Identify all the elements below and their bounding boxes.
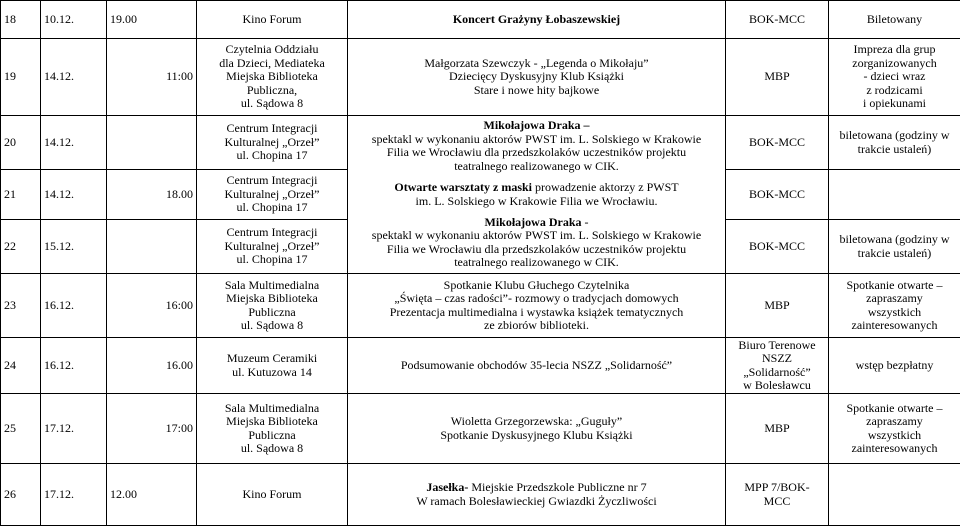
- event-line: teatralnego realizowanego w CIK.: [351, 160, 722, 173]
- event-line: [351, 481, 722, 494]
- event-line: Prezentacja multimedialna i wystawka książek tematycznych: [351, 306, 722, 319]
- event-line: im. L. Solskiego w Krakowie Filia we Wrocławiu.: [351, 195, 722, 208]
- entry-line: biletowana (godziny w: [832, 129, 957, 142]
- entry-info: [829, 39, 960, 116]
- event-time: 16:00: [107, 274, 197, 338]
- org-line: Biuro Terenowe: [729, 339, 825, 352]
- table-row: [1, 39, 960, 116]
- event-place: [197, 116, 348, 170]
- row-number: 21: [1, 170, 41, 220]
- place-line: ul. Chopina 17: [200, 201, 344, 214]
- event-organizer: MBP: [726, 39, 829, 116]
- event-line: Wioletta Grzegorzewska: „Guguły”: [351, 415, 722, 428]
- entry-info: [829, 220, 960, 274]
- entry-line: wszystkich: [832, 306, 957, 319]
- entry-line: zainteresowanych: [832, 319, 957, 332]
- row-number: 20: [1, 116, 41, 170]
- table-row: [1, 116, 960, 170]
- entry-line: trakcie ustaleń): [832, 143, 957, 156]
- event-place: [197, 274, 348, 338]
- place-line: ul. Chopina 17: [200, 253, 344, 266]
- place-line: ul. Chopina 17: [200, 149, 344, 162]
- event-organizer: [726, 338, 829, 394]
- event-title: Jasełka-: [426, 480, 468, 494]
- place-line: ul. Sądowa 8: [200, 97, 344, 110]
- event-place: [197, 220, 348, 274]
- event-description: [348, 274, 726, 338]
- event-title: Mikołajowa Draka –: [351, 119, 722, 132]
- event-time: 18.00: [107, 170, 197, 220]
- org-line: MCC: [729, 495, 825, 508]
- event-line: [351, 216, 722, 229]
- place-line: Kulturalnej „Orzeł”: [200, 136, 344, 149]
- event-description: [348, 394, 726, 464]
- place-line: Centrum Integracji: [200, 174, 344, 187]
- event-date: 14.12.: [41, 39, 107, 116]
- entry-line: zainteresowanych: [832, 442, 957, 455]
- event-time: 16.00: [107, 338, 197, 394]
- entry-line: z rodzicami: [832, 84, 957, 97]
- event-place: [197, 394, 348, 464]
- place-line: Czytelnia Oddziału: [200, 43, 344, 56]
- place-line: Miejska Biblioteka: [200, 415, 344, 428]
- event-organizer: MBP: [726, 274, 829, 338]
- place-line: Miejska Biblioteka: [200, 292, 344, 305]
- place-line: Kulturalnej „Orzeł”: [200, 188, 344, 201]
- entry-line: Spotkanie otwarte –: [832, 402, 957, 415]
- event-line: ze zbiorów biblioteki.: [351, 319, 722, 332]
- event-description: [348, 39, 726, 116]
- event-line: spektakl w wykonaniu aktorów PWST im. L. Solskiego w Krakowie: [351, 133, 722, 146]
- entry-info: Biletowany: [829, 1, 960, 39]
- entry-line: trakcie ustaleń): [832, 247, 957, 260]
- place-line: Publiczna,: [200, 84, 344, 97]
- entry-info: wstęp bezpłatny: [829, 338, 960, 394]
- event-line: Filia we Wrocławiu dla przedszkolaków uczestników projektu: [351, 243, 722, 256]
- event-time: [107, 116, 197, 170]
- event-organizer: BOK-MCC: [726, 1, 829, 39]
- event-line: Spotkanie Dyskusyjnego Klubu Książki: [351, 429, 722, 442]
- event-time: 19.00: [107, 1, 197, 39]
- place-line: ul. Kutuzowa 14: [200, 366, 344, 379]
- event-time: 12.00: [107, 464, 197, 526]
- place-line: ul. Sądowa 8: [200, 442, 344, 455]
- event-organizer: BOK-MCC: [726, 170, 829, 220]
- place-line: Centrum Integracji: [200, 122, 344, 135]
- row-number: 22: [1, 220, 41, 274]
- event-description: [348, 464, 726, 526]
- place-line: Miejska Biblioteka: [200, 70, 344, 83]
- event-date: 15.12.: [41, 220, 107, 274]
- place-line: Sala Multimedialna: [200, 402, 344, 415]
- event-organizer: BOK-MCC: [726, 116, 829, 170]
- entry-line: Impreza dla grup: [832, 43, 957, 56]
- event-time: [107, 220, 197, 274]
- event-date: 10.12.: [41, 1, 107, 39]
- event-place: Kino Forum: [197, 1, 348, 39]
- event-time: 11:00: [107, 39, 197, 116]
- event-place: [197, 338, 348, 394]
- event-date: 16.12.: [41, 274, 107, 338]
- table-row: [1, 1, 960, 39]
- org-line: MPP 7/BOK-: [729, 481, 825, 494]
- place-line: Publiczna: [200, 306, 344, 319]
- event-organizer: [726, 464, 829, 526]
- table-row: [1, 464, 960, 526]
- row-number: 18: [1, 1, 41, 39]
- event-place: [197, 170, 348, 220]
- row-number: 26: [1, 464, 41, 526]
- event-line: W ramach Bolesławieckiej Gwiazdki Życzliwości: [351, 495, 722, 508]
- table-row: [1, 274, 960, 338]
- event-description: Podsumowanie obchodów 35-lecia NSZZ „Solidarność”: [348, 338, 726, 394]
- event-organizer: MBP: [726, 394, 829, 464]
- row-number: 24: [1, 338, 41, 394]
- event-line: Stare i nowe hity bajkowe: [351, 84, 722, 97]
- event-text: Miejskie Przedszkole Publiczne nr 7: [468, 480, 646, 494]
- event-line: teatralnego realizowanego w CIK.: [351, 256, 722, 269]
- entry-info: [829, 394, 960, 464]
- row-number: 25: [1, 394, 41, 464]
- event-text: -: [582, 215, 589, 229]
- event-date: 17.12.: [41, 464, 107, 526]
- event-line: [351, 181, 722, 194]
- event-title: Otwarte warsztaty z maski: [394, 180, 532, 194]
- event-date: 16.12.: [41, 338, 107, 394]
- event-text: prowadzenie aktorzy z PWST: [532, 180, 679, 194]
- entry-line: Spotkanie otwarte –: [832, 279, 957, 292]
- place-line: Kulturalnej „Orzeł”: [200, 240, 344, 253]
- event-place: [197, 39, 348, 116]
- event-description: Koncert Grażyny Łobaszewskiej: [348, 1, 726, 39]
- row-number: 19: [1, 39, 41, 116]
- event-line: „Święta – czas radości”- rozmowy o tradycjach domowych: [351, 292, 722, 305]
- event-description-group: [348, 116, 726, 274]
- entry-info: [829, 464, 960, 526]
- table-row: [1, 394, 960, 464]
- entry-info: [829, 274, 960, 338]
- event-line: Dziecięcy Dyskusyjny Klub Książki: [351, 70, 722, 83]
- entry-info: [829, 170, 960, 220]
- org-line: NSZZ: [729, 352, 825, 365]
- entry-line: - dzieci wraz: [832, 70, 957, 83]
- event-date: 14.12.: [41, 116, 107, 170]
- entry-line: biletowana (godziny w: [832, 233, 957, 246]
- event-time: 17:00: [107, 394, 197, 464]
- place-line: Sala Multimedialna: [200, 279, 344, 292]
- table-row: [1, 338, 960, 394]
- event-title: Mikołajowa Draka: [485, 215, 582, 229]
- event-line: Filia we Wrocławiu dla przedszkolaków uczestników projektu: [351, 146, 722, 159]
- place-line: Muzeum Ceramiki: [200, 352, 344, 365]
- entry-line: zapraszamy: [832, 292, 957, 305]
- row-number: 23: [1, 274, 41, 338]
- event-line: Małgorzata Szewczyk - „Legenda o Mikołaju”: [351, 57, 722, 70]
- entry-line: wszystkich: [832, 429, 957, 442]
- org-line: „Solidarność”: [729, 366, 825, 379]
- entry-line: i opiekunami: [832, 97, 957, 110]
- place-line: Publiczna: [200, 429, 344, 442]
- entry-line: zapraszamy: [832, 415, 957, 428]
- event-line: spektakl w wykonaniu aktorów PWST im. L. Solskiego w Krakowie: [351, 229, 722, 242]
- place-line: Centrum Integracji: [200, 226, 344, 239]
- event-line: Spotkanie Klubu Głuchego Czytelnika: [351, 279, 722, 292]
- entry-info: [829, 116, 960, 170]
- event-date: 14.12.: [41, 170, 107, 220]
- place-line: ul. Sądowa 8: [200, 319, 344, 332]
- org-line: w Bolesławcu: [729, 379, 825, 392]
- event-organizer: BOK-MCC: [726, 220, 829, 274]
- entry-line: zorganizowanych: [832, 57, 957, 70]
- event-place: Kino Forum: [197, 464, 348, 526]
- event-date: 17.12.: [41, 394, 107, 464]
- place-line: dla Dzieci, Mediateka: [200, 57, 344, 70]
